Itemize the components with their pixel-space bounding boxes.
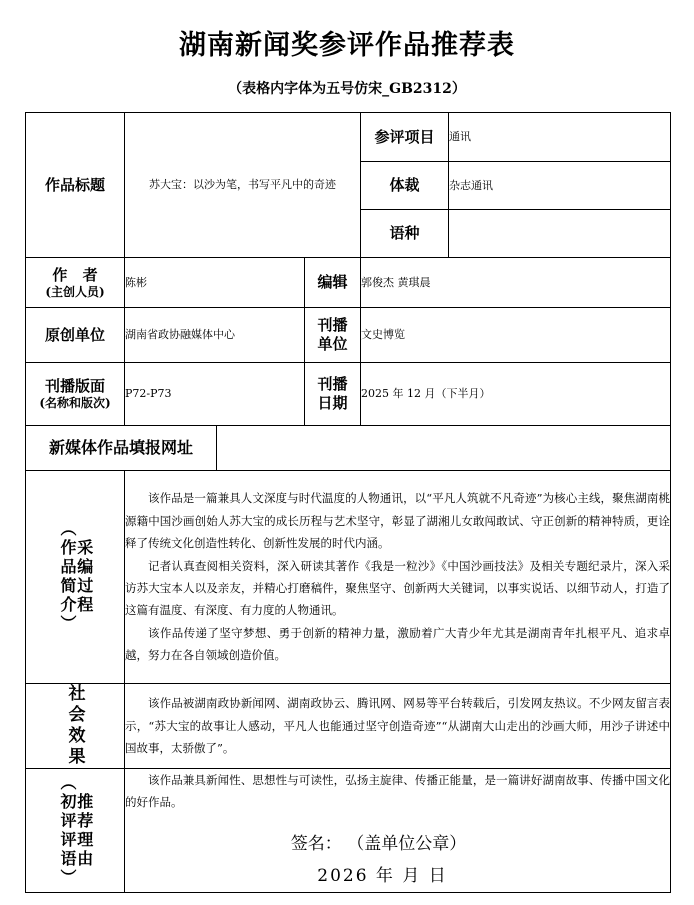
recommendation-form-table — [25, 112, 671, 893]
editing-process-label-left: （作品简介） — [58, 520, 77, 634]
category-value[interactable]: 通讯 — [449, 113, 671, 162]
author-label-sub: (主创人员) — [45, 284, 105, 299]
table-row-origin-unit — [26, 308, 671, 363]
recommendation-body[interactable] — [125, 769, 671, 893]
table-row-recommendation — [26, 769, 671, 893]
new-media-url-label: 新媒体作品填报网址 — [26, 426, 217, 471]
social-effect-label-text: 社会效果 — [64, 684, 85, 768]
page-title: 湖南新闻奖参评作品推荐表 — [179, 30, 515, 61]
signature-date-line[interactable]: 2026 年 月 日 — [317, 866, 448, 887]
signature-line[interactable]: 签名： （盖单位公章） — [290, 833, 467, 854]
table-row-new-media-url — [26, 426, 671, 471]
table-row-publish-page — [26, 363, 671, 426]
author-label-main: 作 者 — [52, 265, 103, 284]
publish-page-label-main: 刊播版面 — [44, 377, 105, 396]
publish-page-label — [26, 363, 125, 426]
table-row-social-effect — [26, 684, 671, 769]
social-effect-vertical-label — [26, 684, 124, 768]
publish-page-value[interactable]: P72-P73 — [125, 363, 305, 426]
publish-page-label-sub: (名称和版次) — [39, 396, 111, 411]
editor-value[interactable]: 郭俊杰 黄琪晨 — [361, 258, 671, 308]
table-row-author — [26, 258, 671, 308]
editing-process-paragraph: 该作品传递了坚守梦想、勇于创新的精神力量，激励着广大青少年尤其是湖南青年扎根平凡、追求卓越，努力在各自领域创造价值。 — [125, 625, 671, 663]
publish-date-label — [305, 363, 361, 426]
genre-label: 体裁 — [361, 162, 449, 210]
editing-process-label-right: 采编过程 — [74, 539, 94, 615]
work-title-value[interactable]: 苏大宝：以沙为笔，书写平凡中的奇迹 — [125, 113, 361, 258]
origin-unit-value[interactable]: 湖南省政协融媒体中心 — [125, 308, 305, 363]
social-effect-label — [26, 684, 125, 769]
author-value[interactable]: 陈彬 — [125, 258, 305, 308]
publish-unit-label — [305, 308, 361, 363]
editing-process-paragraph: 该作品是一篇兼具人文深度与时代温度的人物通讯，以“平凡人筑就不凡奇迹”为核心主线，聚焦湖南桃源籍中国沙画创始人苏大宝的成长历程与艺术坚守，彰显了湖湘儿女敢闯敢试、守正创新的精神特质，更诠释了传统文化创造性转化、创新性发展的时代内涵。 — [125, 491, 671, 551]
new-media-url-value[interactable] — [217, 426, 671, 471]
publish-unit-label-line2: 单位 — [317, 335, 348, 353]
editor-label: 编辑 — [305, 258, 361, 308]
recommendation-vertical-label — [26, 769, 124, 892]
editing-process-paragraph: 记者认真查阅相关资料，深入研读其著作《我是一粒沙》《中国沙画技法》及相关专题纪录片，深入采访苏大宝本人以及亲友，并精心打磨稿件，聚焦坚守、创新两大关键词，以事实说话、以细节动人，打造了这篇有温度、有深度、有力度的人物通讯。 — [125, 558, 671, 618]
author-label — [26, 258, 125, 308]
editing-process-label — [26, 471, 125, 684]
recommendation-label — [26, 769, 125, 893]
work-title-label: 作品标题 — [26, 113, 125, 258]
genre-value[interactable]: 杂志通讯 — [449, 162, 671, 210]
language-label: 语种 — [361, 210, 449, 258]
publish-date-label-line1: 刊播 — [317, 375, 348, 394]
publish-unit-value[interactable]: 文史博览 — [361, 308, 671, 363]
recommendation-label-left: （初评评语） — [58, 773, 77, 888]
editing-process-vertical-label — [26, 471, 124, 683]
editing-process-body[interactable] — [125, 471, 671, 684]
origin-unit-label: 原创单位 — [26, 308, 125, 363]
publish-date-label-line2: 日期 — [317, 394, 348, 412]
social-effect-body[interactable] — [125, 684, 671, 769]
recommendation-label-right: 推荐理由 — [74, 792, 94, 869]
category-label: 参评项目 — [361, 113, 449, 162]
table-row-work-title — [26, 113, 671, 162]
social-effect-paragraph: 该作品被湖南政协新闻网、湖南政协云、腾讯网、网易等平台转载后，引发网友热议。不少网友留言表示，“苏大宝的故事让人感动，平凡人也能通过坚守创造奇迹”“从湖南大山走出的沙画大师，用沙子讲述中国故事，太骄傲了”。 — [125, 696, 671, 756]
language-value[interactable] — [449, 210, 671, 258]
page-subtitle: （表格内字体为五号仿宋_GB2312） — [228, 81, 466, 97]
table-row-editing-process — [26, 471, 671, 684]
publish-date-value[interactable]: 2025 年 12 月（下半月） — [361, 363, 671, 426]
recommendation-paragraph: 该作品兼具新闻性、思想性与可读性，弘扬主旋律、传播正能量，是一篇讲好湖南故事、传播中国文化的好作品。 — [125, 773, 671, 810]
publish-unit-label-line1: 刊播 — [317, 316, 348, 335]
signature-block — [125, 814, 670, 893]
